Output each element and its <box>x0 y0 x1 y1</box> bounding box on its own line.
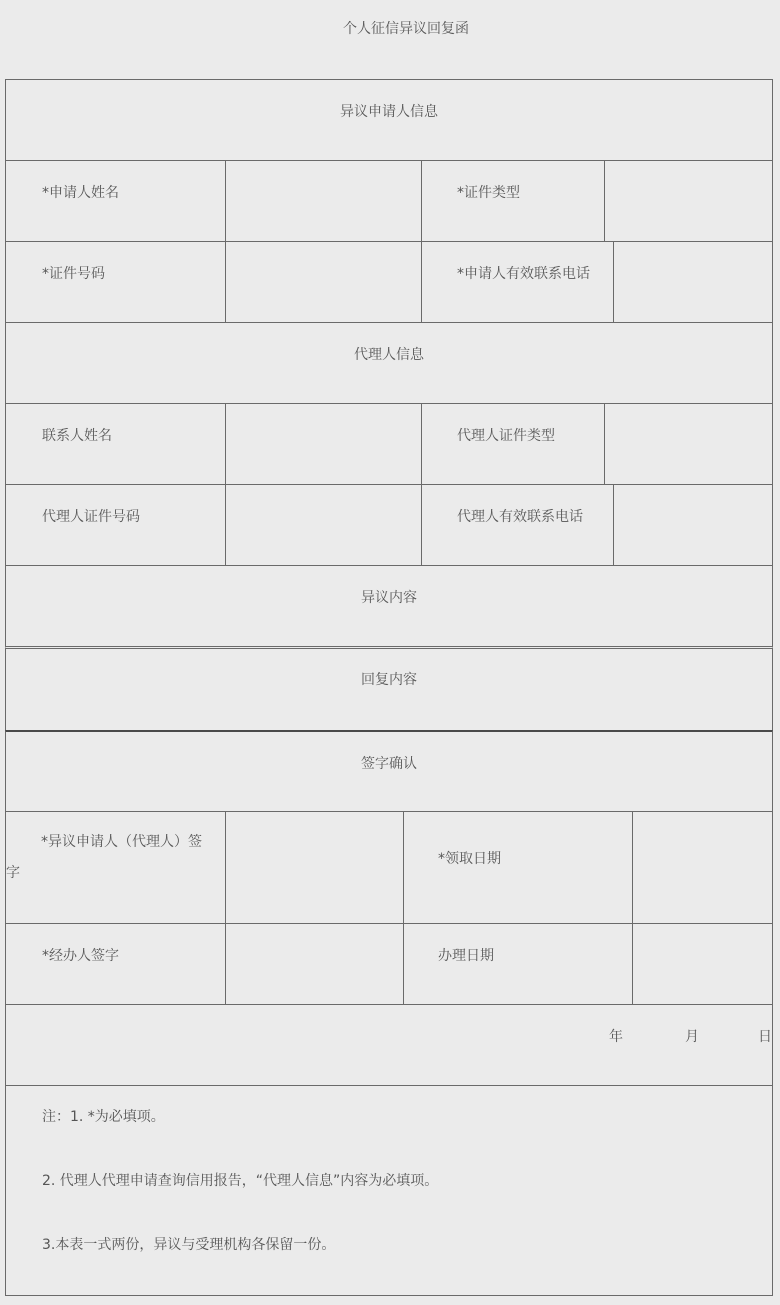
applicant-id-number-field[interactable] <box>225 242 421 322</box>
agent-contact-name-label: 联系人姓名 <box>42 428 112 444</box>
date-row <box>5 1004 773 1085</box>
applicant-section-row <box>5 79 773 160</box>
sign-row-1 <box>5 811 773 923</box>
reply-content-heading: 回复内容 <box>361 672 417 688</box>
note-item-1: 注：1. *为必填项。 <box>42 1109 165 1125</box>
applicant-signature-label <box>6 812 225 923</box>
handler-signature-label: *经办人签字 <box>42 948 119 964</box>
agent-section-row <box>5 322 773 403</box>
sign-section-row <box>5 730 773 811</box>
agent-contact-name-field[interactable] <box>225 404 421 484</box>
dispute-reply-form <box>5 79 773 1296</box>
note-item-3: 3.本表一式两份，异议与受理机构各保留一份。 <box>42 1237 336 1253</box>
agent-row-2 <box>5 484 773 565</box>
dispute-content-row <box>5 565 773 646</box>
handle-date-field[interactable] <box>632 924 772 1004</box>
applicant-row-2 <box>5 241 773 322</box>
applicant-section-heading: 异议申请人信息 <box>340 104 438 120</box>
agent-section-heading: 代理人信息 <box>354 347 424 363</box>
agent-id-number-field[interactable] <box>225 485 421 565</box>
date-cell[interactable] <box>6 1005 772 1085</box>
agent-id-type-field[interactable] <box>604 404 772 484</box>
date-month-label: 月 <box>685 1029 699 1045</box>
date-day-label: 日 <box>758 1029 772 1045</box>
applicant-signature-field[interactable] <box>225 812 403 923</box>
document-title: 个人征信异议回复函 <box>343 21 469 37</box>
applicant-signature-label-line1: *异议申请人（代理人）签 <box>41 834 202 850</box>
agent-id-number-label: 代理人证件号码 <box>42 509 140 525</box>
applicant-id-number-label: *证件号码 <box>42 266 105 282</box>
note-item-2: 2. 代理人代理申请查询信用报告，“代理人信息”内容为必填项。 <box>42 1173 439 1189</box>
sign-row-2 <box>5 923 773 1004</box>
agent-phone-label: 代理人有效联系电话 <box>421 485 613 565</box>
agent-phone-field[interactable] <box>613 485 772 565</box>
applicant-phone-label: *申请人有效联系电话 <box>421 242 613 322</box>
receive-date-field[interactable] <box>632 812 772 923</box>
handle-date-label: 办理日期 <box>403 924 632 1004</box>
sign-section-heading: 签字确认 <box>361 756 417 772</box>
dispute-content-heading: 异议内容 <box>361 590 417 606</box>
applicant-row-1 <box>5 160 773 241</box>
notes-row <box>5 1085 773 1296</box>
applicant-id-type-label: *证件类型 <box>421 161 604 241</box>
receive-date-label: *领取日期 <box>403 812 632 923</box>
applicant-signature-label-line2: 字 <box>6 865 20 881</box>
date-year-label: 年 <box>609 1029 623 1045</box>
applicant-name-label: *申请人姓名 <box>42 185 119 201</box>
agent-row-1 <box>5 403 773 484</box>
agent-id-type-label: 代理人证件类型 <box>421 404 604 484</box>
notes-block <box>6 1085 772 1295</box>
applicant-phone-field[interactable] <box>613 242 772 322</box>
applicant-id-type-field[interactable] <box>604 161 772 241</box>
reply-content-row <box>5 646 773 730</box>
applicant-name-field[interactable] <box>225 161 421 241</box>
handler-signature-field[interactable] <box>225 924 403 1004</box>
